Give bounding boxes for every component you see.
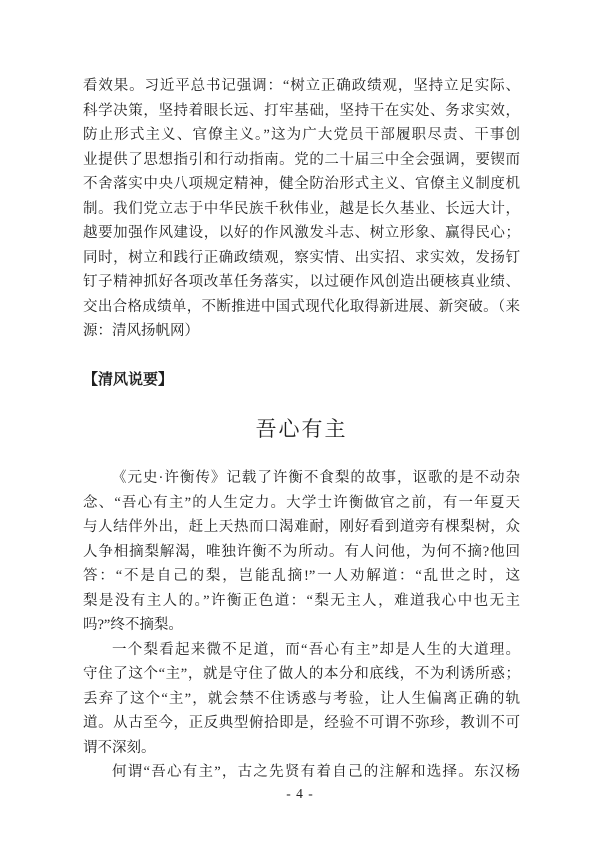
paragraph-3	[83, 638, 520, 761]
body-line: 何谓“吾心有主”，古之先贤有着自己的注解和选择。东汉杨	[112, 764, 520, 780]
body-line: 同时，树立和践行正确政绩观，察实情、出实招、求实效，发扬钉	[83, 249, 520, 266]
body-line: 越要加强作风建设，以好的作风激发斗志、树立形象、赢得民心；	[83, 225, 520, 241]
body-line: 《元史·许衡传》记载了许衡不食梨的故事，讴歌的是不动杂	[112, 470, 520, 486]
section-heading: 【清风说要】	[83, 372, 174, 388]
body-line: 守住了这个“主”，就是守住了做人的本分和底线，不为利诱所惑；	[83, 666, 520, 682]
body-line: 念、“吾心有主”的人生定力。大学士许衡做官之前，有一年夏天	[83, 494, 520, 511]
article-title: 吾心有主	[255, 417, 348, 441]
body-line: 钉子精神抓好各项改革任务落实，以过硬作风创造出硬核真业绩、	[83, 274, 520, 290]
body-line: 看效果。习近平总书记强调：“树立正确政绩观，坚持立足实际、	[83, 78, 520, 94]
body-line: 道。从古至今，正反典型俯拾即是，经验不可谓不弥珍，教训不可	[83, 715, 520, 731]
body-line: 与人结伴外出，赶上天热而口渴难耐，刚好看到道旁有棵梨树，众	[83, 519, 520, 535]
body-line: 梨是没有主人的。”许衡正色道：“梨无主人，难道我心中也无主	[83, 592, 520, 609]
paragraph-1	[83, 74, 520, 344]
body-line: 交出合格成绩单，不断推进中国式现代化取得新进展、新突破。（来	[83, 298, 520, 315]
body-line: 不舍落实中央八项规定精神，健全防治形式主义、官僚主义制度机	[83, 176, 520, 192]
paragraph-4	[83, 760, 520, 785]
body-line: 防止形式主义、官僚主义。”这为广大党员干部履职尽责、干事创	[83, 127, 520, 143]
body-line: 制。我们党立志于中华民族千秋伟业，越是长久基业、长远大计，	[83, 200, 520, 217]
body-line: 人争相摘梨解渴，唯独许衡不为所动。有人问他，为何不摘?他回	[83, 543, 520, 560]
body-line: 一个梨看起来微不足道，而“吾心有主”却是人生的大道理。	[112, 641, 520, 658]
body-line: 业提供了思想指引和行动指南。党的二十届三中全会强调，要锲而	[83, 151, 520, 168]
body-line: 吗?”终不摘梨。	[83, 617, 183, 633]
page-number: - 4 -	[286, 786, 314, 801]
body-line: 答：“不是自己的梨，岂能乱摘!”一人劝解道：“乱世之时，这	[83, 568, 520, 584]
body-line: 谓不深刻。	[83, 739, 156, 756]
body-line: 科学决策，坚持着眼长远、打牢基础，坚持干在实处、务求实效，	[83, 102, 520, 119]
paragraph-2	[83, 466, 520, 638]
body-line: 丢弃了这个“主”，就会禁不住诱惑与考验，让人生偏离正确的轨	[83, 690, 520, 707]
text-block	[83, 74, 520, 785]
body-line: 源：清风扬帆网）	[83, 323, 199, 339]
